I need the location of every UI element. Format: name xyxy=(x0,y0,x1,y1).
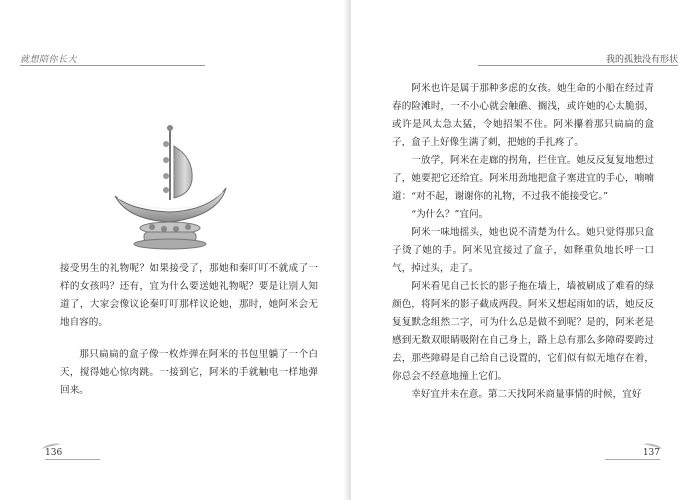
paragraph: 那只扁扁的盒子像一枚炸弹在阿米的书包里躺了一个白天，搅得她心惊肉跳。一接到它，阿米的手就触电一样地弹回来。 xyxy=(60,349,318,396)
paragraph: “为什么？”宜问。 xyxy=(411,209,489,220)
page-number-left: 136 xyxy=(45,448,63,458)
right-body-text xyxy=(392,80,654,404)
paragraph: 幸好宜并未在意。第二天找阿米商量事情的时候，宜好 xyxy=(411,389,642,400)
header-rule-right xyxy=(478,65,678,66)
running-head-right: 我的孤独没有形状 xyxy=(605,55,678,65)
header-rule-left xyxy=(20,65,205,66)
ship-ornament-illustration xyxy=(110,118,230,258)
paragraph: 阿米也许是属于那种多虑的女孩。她生命的小船在经过青春的险滩时，一不小心就会触礁、搁浅，或许她的心太脆弱，或许是风太急太猛，令她招架不住。阿米攥着那只扁扁的盒子，盒子上好像生满了刺，把她的手扎疼了。 xyxy=(392,83,654,148)
running-head-left: 就想陪你长大 xyxy=(20,55,78,65)
paragraph: 阿米一味地摇头，她也说不清楚为什么。她只觉得那只盒子烫了她的手。阿米见宜接过了盒子，如释重负地长呼一口气，掉过头，走了。 xyxy=(392,227,654,274)
left-page xyxy=(0,0,349,500)
footer-rule-left xyxy=(45,459,100,460)
paragraph: 阿米看见自己长长的影子拖在墙上，墙被刷成了难看的绿颜色，将阿米的影子截成两段。阿米又想起雨如的话，她反反复复默念组然二字，可为什么总是做不到呢？是的，阿米老是感到无数双眼睛吸附在自己身上，路上总有那么多障碍要跨过去，那些障碍是自己给自己设置的，它们似有似无地存在着，你总会不经意地撞上它们。 xyxy=(392,281,654,382)
paragraph: 一放学，阿米在走廊的拐角，拦住宜。她反反复复地想过了，她要把它还给宜。阿米用劲地把盒子塞进宜的手心，喃喃道：“对不起，谢谢你的礼物，不过我不能接受它。” xyxy=(392,155,654,202)
paragraph: 接受男生的礼物呢？如果接受了，那她和秦叮叮不就成了一样的女孩吗？还有，宜为什么要送她礼物呢？要是让别人知道了，大家会像议论秦叮叮那样议论她，那时，她阿米会无地自容的。 xyxy=(60,263,318,328)
right-page xyxy=(351,0,700,500)
left-body-text xyxy=(60,260,318,400)
footer-rule-right xyxy=(605,459,660,460)
page-number-right: 137 xyxy=(642,448,660,458)
